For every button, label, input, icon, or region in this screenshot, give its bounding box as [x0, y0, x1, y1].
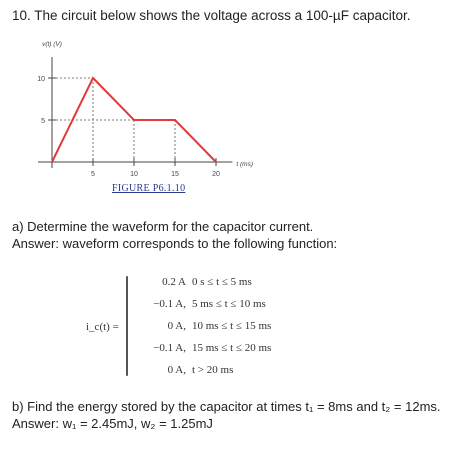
- case-value: 0 A,: [167, 364, 186, 376]
- y-tick-label: 10: [37, 76, 45, 83]
- x-tick-label: 15: [171, 171, 179, 178]
- piecewise-lhs: i_c(t) =: [86, 321, 119, 333]
- case-value: 0.2 A: [162, 276, 186, 288]
- case-condition: t > 20 ms: [192, 364, 234, 376]
- x-axis-label: t (ms): [236, 161, 254, 168]
- case-row: [132, 298, 266, 310]
- part-a: [12, 218, 337, 252]
- case-row: [132, 364, 233, 376]
- voltage-waveform-figure: [20, 34, 280, 184]
- case-row: [132, 320, 271, 332]
- case-row: [132, 276, 252, 288]
- case-condition: 5 ms ≤ t ≤ 10 ms: [192, 298, 266, 310]
- piecewise-brace: [126, 276, 128, 376]
- part-a-answer: Answer: waveform corresponds to the following function:: [12, 236, 338, 251]
- part-b-answer: Answer: w₁ = 2.45mJ, w₂ = 1.25mJ: [12, 416, 213, 431]
- question-title: 10. The circuit below shows the voltage across a 100-µF capacitor.: [12, 8, 411, 23]
- part-b-question: b) Find the energy stored by the capacitor at times t₁ = 8ms and t₂ = 12ms.: [12, 399, 441, 414]
- figure-labels: [37, 41, 253, 178]
- y-axis-label: v(t) (V): [42, 41, 62, 48]
- case-condition: 10 ms ≤ t ≤ 15 ms: [192, 320, 272, 332]
- x-tick-label: 5: [91, 171, 95, 178]
- case-value: −0.1 A,: [153, 298, 186, 310]
- part-a-question: a) Determine the waveform for the capacitor current.: [12, 219, 314, 234]
- case-condition: 0 s ≤ t ≤ 5 ms: [192, 276, 252, 288]
- case-row: [132, 342, 271, 354]
- x-tick-label: 20: [212, 171, 220, 178]
- part-b: [12, 398, 441, 432]
- case-value: 0 A,: [167, 320, 186, 332]
- x-tick-label: 10: [130, 171, 138, 178]
- figure-caption: FIGURE P6.1.10: [112, 183, 186, 194]
- case-value: −0.1 A,: [153, 342, 186, 354]
- y-tick-label: 5: [41, 118, 45, 125]
- case-condition: 15 ms ≤ t ≤ 20 ms: [192, 342, 272, 354]
- figure-axes: [38, 57, 232, 168]
